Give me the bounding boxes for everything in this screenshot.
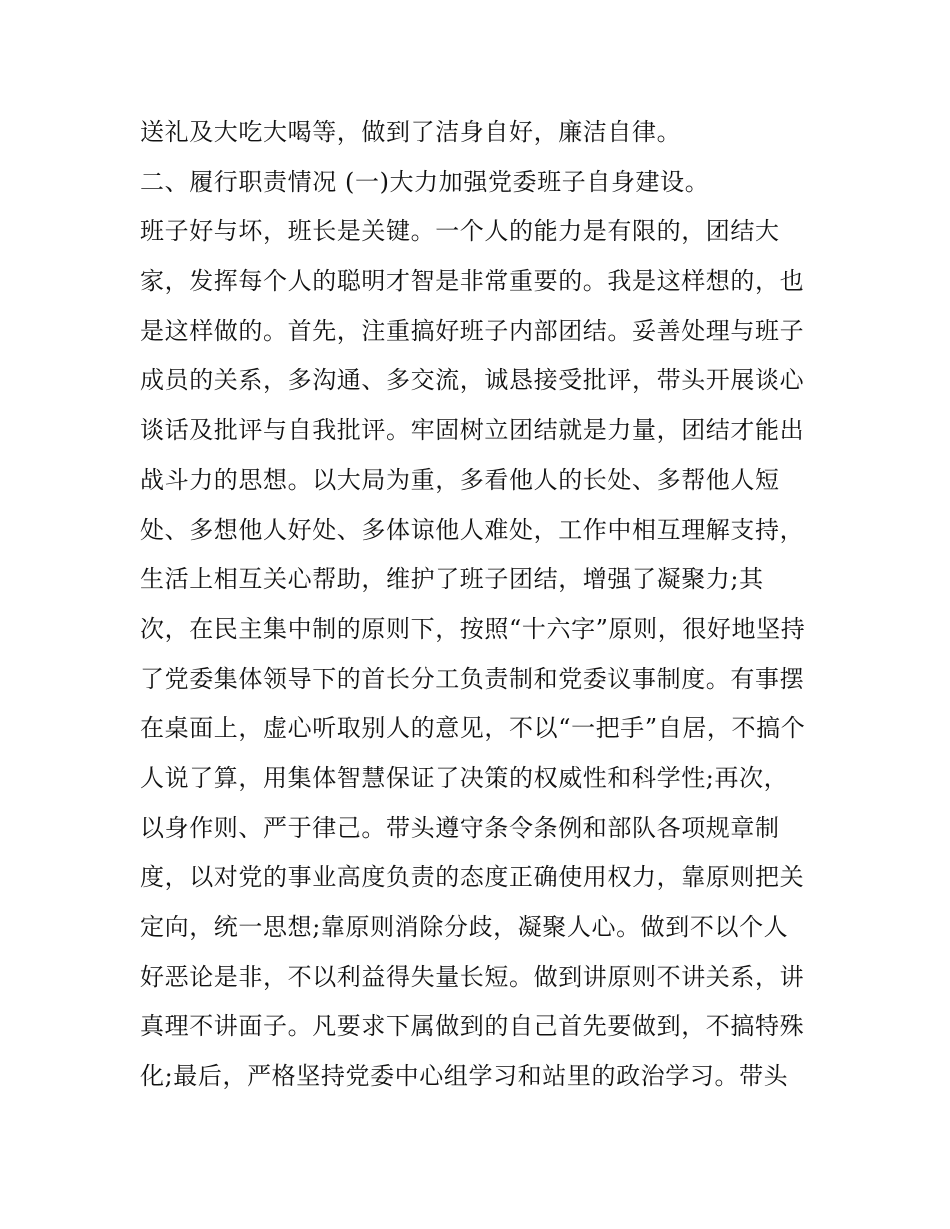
text-line-20: 化;最后，严格坚持党委中心组学习和站里的政治学习。带头 xyxy=(140,1062,789,1091)
text-line-11: 次，在民主集中制的原则下，按照“十六字”原则，很好地坚持 xyxy=(140,614,806,643)
text-line-2: 二、履行职责情况 (一)大力加强党委班子自身建设。 xyxy=(140,167,710,196)
text-line-9: 处、多想他人好处、多体谅他人难处，工作中相互理解支持， xyxy=(140,515,805,544)
text-line-17: 定向，统一思想;靠原则消除分歧，凝聚人心。做到不以个人 xyxy=(140,913,789,941)
text-line-13: 在桌面上，虚心听取别人的意见，不以“一把手”自居，不搞个 xyxy=(140,714,806,743)
text-line-12: 了党委集体领导下的首长分工负责制和党委议事制度。有事摆 xyxy=(140,664,805,693)
text-line-16: 度，以对党的事业高度负责的态度正确使用权力，靠原则把关 xyxy=(140,863,805,892)
document-body xyxy=(140,108,820,1102)
text-line-1: 送礼及大吃大喝等，做到了洁身自好，廉洁自律。 xyxy=(140,118,682,146)
text-line-4: 家，发挥每个人的聪明才智是非常重要的。我是这样想的，也 xyxy=(140,267,805,296)
text-line-18: 好恶论是非，不以利益得失量长短。做到讲原则不讲关系，讲 xyxy=(140,962,805,991)
text-line-8: 战斗力的思想。以大局为重，多看他人的长处、多帮他人短 xyxy=(140,465,780,494)
text-line-10: 生活上相互关心帮助，维护了班子团结，增强了凝聚力;其 xyxy=(140,565,764,594)
text-line-7: 谈话及批评与自我批评。牢固树立团结就是力量，团结才能出 xyxy=(140,416,805,445)
text-line-5: 是这样做的。首先，注重搞好班子内部团结。妥善处理与班子 xyxy=(140,316,805,345)
text-line-19: 真理不讲面子。凡要求下属做到的自己首先要做到，不搞特殊 xyxy=(140,1012,805,1041)
text-line-6: 成员的关系，多沟通、多交流，诚恳接受批评，带头开展谈心 xyxy=(140,366,805,395)
text-line-15: 以身作则、严于律己。带头遵守条令条例和部队各项规章制 xyxy=(140,813,780,842)
text-line-3: 班子好与坏，班长是关键。一个人的能力是有限的，团结大 xyxy=(140,217,780,246)
text-line-14: 人说了算，用集体智慧保证了决策的权威性和科学性;再次， xyxy=(140,763,789,792)
